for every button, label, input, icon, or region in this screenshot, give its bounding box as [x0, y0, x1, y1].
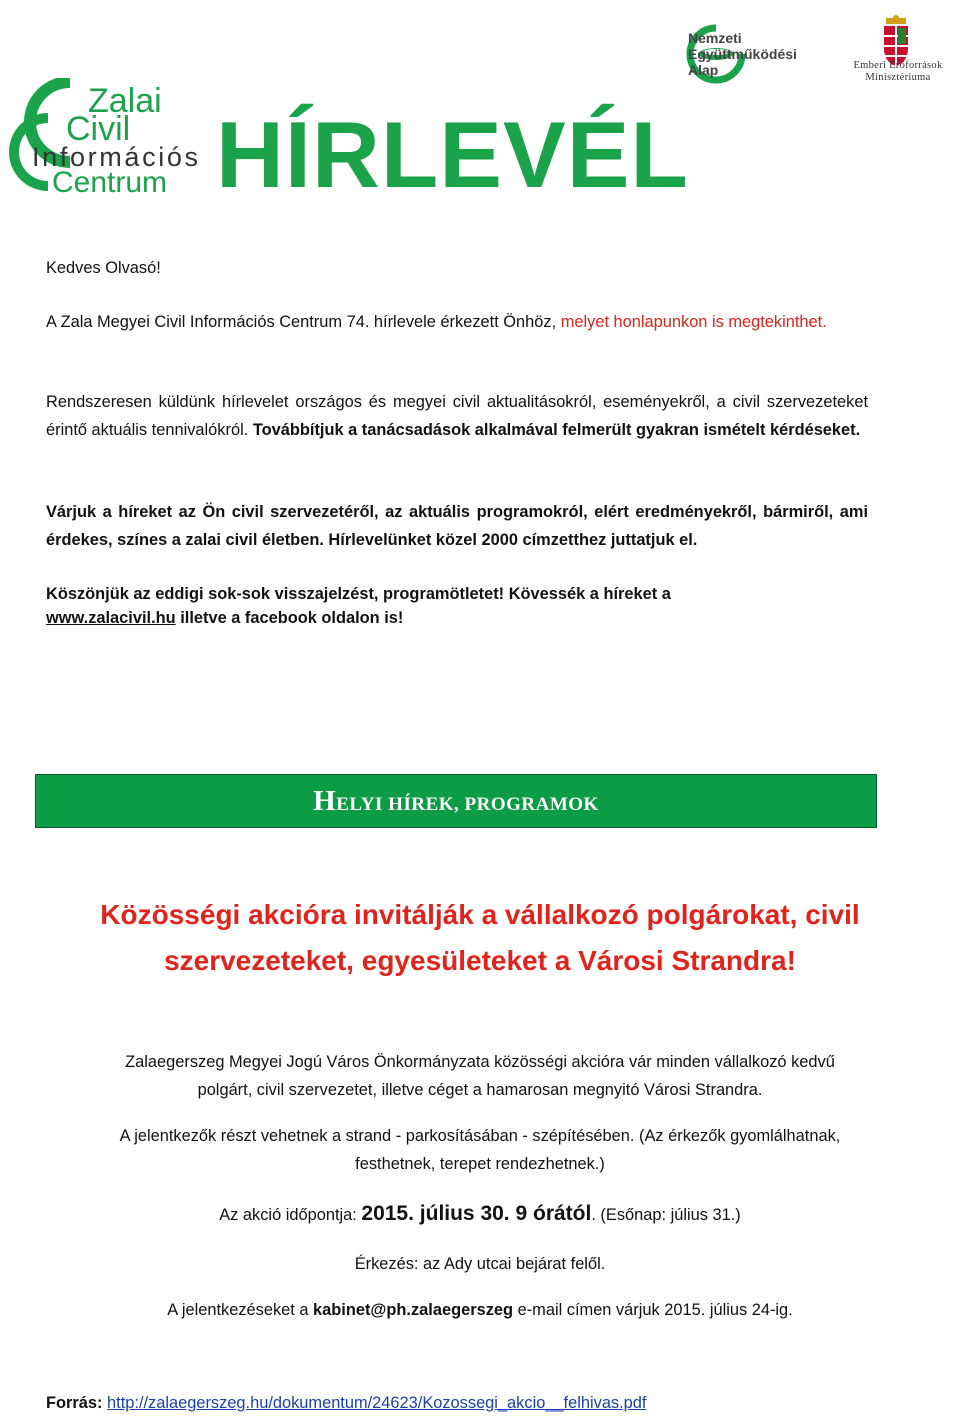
intro-p4-line1: Köszönjük az eddigi sok-sok visszajelzést, programötletet! Kövessék a híreket a	[46, 585, 671, 603]
intro-paragraph-4	[46, 580, 868, 632]
emmi-logo-text	[834, 60, 960, 84]
section-banner-local-news	[35, 774, 877, 828]
intro-p4-rest: illetve a facebook oldalon is!	[180, 609, 404, 627]
intro-paragraph-1	[46, 308, 868, 336]
logo-word-informacios: Információs	[32, 142, 198, 172]
article-arrival: Érkezés: az Ady utcai bejárat felől.	[354, 1255, 606, 1273]
nea-line-2: Együttműködési	[688, 46, 797, 62]
article-title-line-2: szervezeteket, egyesületeket a Városi Strandra!	[164, 945, 796, 976]
article-date-line	[40, 1200, 920, 1229]
nea-logo-text	[688, 30, 797, 78]
article-apply-line	[40, 1296, 920, 1324]
emmi-line-2: Minisztériuma	[865, 72, 931, 83]
intro-paragraph-3: Várjuk a híreket az Ön civil szervezetéről, az aktuális programokról, elért eredményekről, bármiről, ami érdekes, színes a zalai civil életben. Hírlevelünket közel 2000 címzetthez juttatjuk el.	[46, 503, 868, 549]
apply-email: kabinet@ph.zalaegerszeg	[313, 1301, 514, 1319]
logo-word-civil: Civil	[66, 110, 131, 148]
newsletter-title: HÍRLEVÉL	[216, 102, 689, 207]
article-title	[40, 892, 920, 984]
source-line	[46, 1390, 646, 1416]
article-p1-line-1: Zalaegerszeg Megyei Jogú Város Önkormányzata közösségi akcióra vár minden vállalkozó kedvű	[125, 1053, 835, 1071]
source-link[interactable]: http://zalaegerszeg.hu/dokumentum/24623/Kozossegi_akcio__felhivas.pdf	[107, 1394, 647, 1412]
greeting: Kedves Olvasó!	[46, 259, 161, 277]
intro-p1-text: A Zala Megyei Civil Információs Centrum 74. hírlevele érkezett Önhöz,	[46, 313, 557, 331]
date-value: 2015. július 30. 9 órától	[361, 1202, 592, 1225]
banner-cap-2: P	[464, 793, 477, 815]
intro-p2-normal: Rendszeresen küldünk hírlevelet országos és megyei civil aktualitásokról, eseményekről, a civil szervezeteket érintő aktuális tennivalókról.	[46, 393, 868, 439]
emmi-line-1: Emberi Erőforrások	[853, 60, 943, 71]
nea-line-1: Nemzeti	[688, 30, 742, 46]
article-paragraph-1	[40, 1048, 920, 1104]
article-p1-line-2: polgárt, civil szervezetet, illetve céget a hamarosan megnyitó Városi Strandra.	[197, 1081, 763, 1099]
zalacivil-link[interactable]: www.zalacivil.hu	[46, 609, 176, 627]
article-p2-line-1: A jelentkezők részt vehetnek a strand - parkosításában - szépítésében. (Az érkezők gyomlálhatnak,	[119, 1127, 841, 1145]
banner-word-1: ELYI HÍREK,	[336, 793, 460, 815]
intro-paragraph-2	[46, 388, 868, 444]
banner-word-2: ROGRAMOK	[476, 793, 599, 815]
intro-p1-highlight: melyet honlapunkon is megtekinthet.	[560, 313, 827, 331]
date-suffix: . (Esőnap: július 31.)	[591, 1206, 741, 1224]
date-prefix: Az akció időpontja:	[219, 1206, 357, 1224]
article-title-line-1: Közösségi akcióra invitálják a vállalkozó polgárokat, civil	[100, 899, 860, 930]
banner-cap-1: H	[313, 784, 337, 817]
section-banner-title	[313, 785, 599, 818]
intro-p2-bold: Továbbítjuk a tanácsadások alkalmával felmerült gyakran ismételt kérdéseket.	[252, 421, 861, 439]
source-label: Forrás:	[46, 1394, 103, 1412]
article-p2-line-2: festhetnek, terepet rendezhetnek.)	[355, 1155, 605, 1173]
apply-prefix: A jelentkezéseket a	[167, 1301, 309, 1319]
article-paragraph-2	[40, 1122, 920, 1178]
logo-word-centrum: Centrum	[52, 166, 168, 196]
nea-line-3: Alap	[688, 62, 719, 78]
apply-suffix: e-mail címen várjuk 2015. július 24-ig.	[517, 1301, 793, 1319]
logo-word-zalai: Zalai	[88, 82, 162, 120]
zalai-civil-informacios-centrum-logo	[8, 78, 200, 196]
